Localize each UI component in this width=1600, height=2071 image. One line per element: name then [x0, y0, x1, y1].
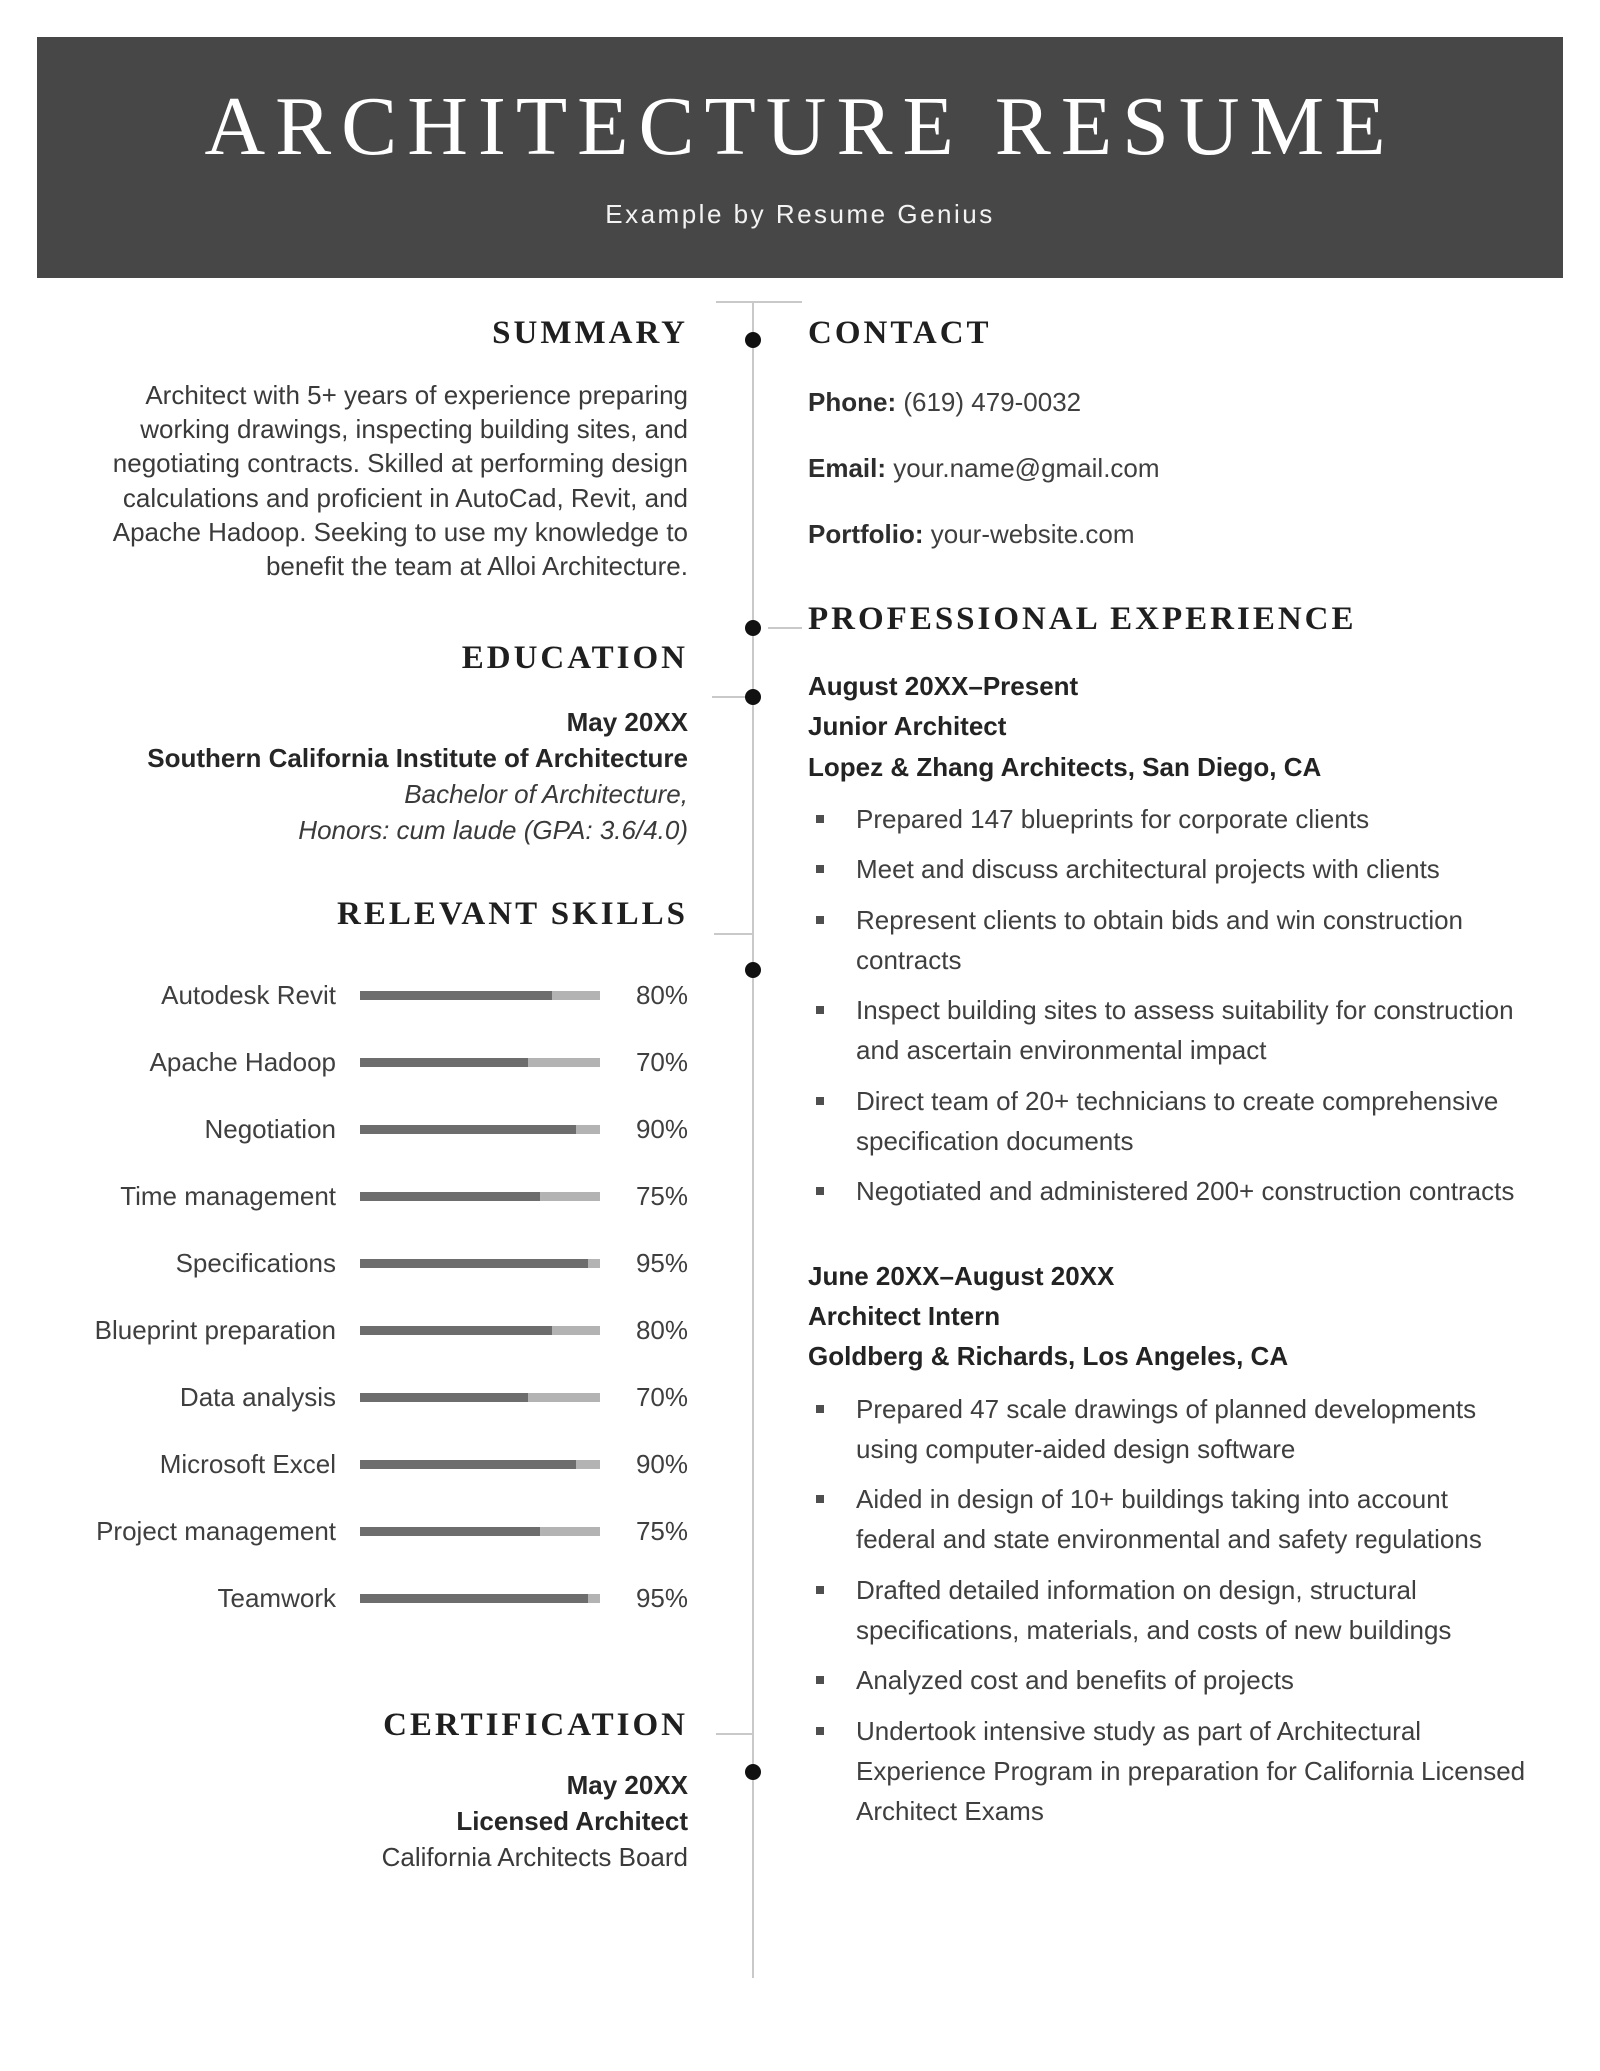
skill-row: [60, 1364, 688, 1431]
summary-text: Architect with 5+ years of experience preparing working drawings, inspecting building sites, and negotiating contracts. Skilled at performing design calculations and proficient in AutoCad, Revit, and Apache Hadoop. Seeking to use my knowledge to benefit the team at Alloi Architecture.: [112, 379, 688, 582]
skill-percent: 95%: [635, 1248, 688, 1279]
skill-row: [60, 1297, 688, 1364]
skill-bar-fill: [360, 1058, 528, 1067]
job-bullet: Prepared 47 scale drawings of planned developments using computer-aided design software: [808, 1389, 1528, 1470]
skill-label: Blueprint preparation: [94, 1315, 336, 1346]
job-bullet: Negotiated and administered 200+ construction contracts: [808, 1171, 1528, 1211]
job-company: Lopez & Zhang Architects, San Diego, CA: [808, 751, 1322, 782]
education-degree: Bachelor of Architecture,: [404, 778, 688, 809]
contact-heading: CONTACT: [808, 315, 992, 351]
job-bullet: Direct team of 20+ technicians to create comprehensive specification documents: [808, 1081, 1528, 1162]
education-heading: EDUCATION: [461, 640, 688, 677]
skill-percent: 80%: [635, 980, 688, 1011]
skill-label: Apache Hadoop: [149, 1047, 336, 1078]
skills-section: [60, 895, 688, 1633]
certification-heading: CERTIFICATION: [383, 1707, 688, 1744]
skill-bar-track: [360, 1192, 600, 1201]
education-date: May 20XX: [566, 707, 688, 738]
skill-bar-track: [360, 1393, 600, 1402]
skill-bar-fill: [360, 1192, 540, 1201]
certification-section: [60, 1706, 688, 1875]
skill-bar-track: [360, 1527, 600, 1536]
skill-bar-fill: [360, 991, 552, 1000]
contact-label: Portfolio:: [808, 519, 924, 550]
job-bullet: Aided in design of 10+ buildings taking into account federal and state environmental and safety regulations: [808, 1479, 1528, 1560]
skill-bar-track: [360, 1125, 600, 1134]
job-bullet: Inspect building sites to assess suitability for construction and ascertain environmental impact: [808, 990, 1528, 1071]
contact-row: [808, 448, 1528, 488]
contact-label: Phone:: [808, 386, 897, 417]
job-bullet: Undertook intensive study as part of Architectural Experience Program in preparation for California Licensed Architect Exams: [808, 1711, 1528, 1832]
skill-percent: 70%: [635, 1047, 688, 1078]
job-entry: [808, 1256, 1528, 1832]
skills-heading: RELEVANT SKILLS: [336, 895, 688, 932]
skill-bar-track: [360, 1326, 600, 1335]
skill-bar-track: [360, 1460, 600, 1469]
job-bullet: Represent clients to obtain bids and win construction contracts: [808, 900, 1528, 981]
left-column: [60, 314, 688, 1875]
skill-label: Negotiation: [204, 1114, 336, 1145]
skill-bar-fill: [360, 1259, 588, 1268]
skill-row: [60, 1096, 688, 1163]
skill-row: [60, 962, 688, 1029]
job-dates: June 20XX–August 20XX: [808, 1260, 1115, 1291]
skill-row: [60, 1029, 688, 1096]
skill-label: Microsoft Excel: [159, 1449, 336, 1480]
education-section: [60, 639, 688, 848]
contact-row: [808, 514, 1528, 554]
skill-bar-fill: [360, 1527, 540, 1536]
skill-row: [60, 1431, 688, 1498]
job-list: [808, 666, 1528, 1831]
contact-value: your-website.com: [930, 519, 1135, 550]
job-bullet: Meet and discuss architectural projects with clients: [808, 849, 1528, 889]
skill-percent: 80%: [635, 1315, 688, 1346]
certification-date: May 20XX: [566, 1769, 688, 1800]
skill-row: [60, 1163, 688, 1230]
skill-percent: 75%: [635, 1516, 688, 1547]
skill-label: Autodesk Revit: [161, 980, 336, 1011]
job-bullet-list: [808, 1389, 1528, 1832]
skill-bar-track: [360, 1594, 600, 1603]
education-honors: Honors: cum laude (GPA: 3.6/4.0): [298, 814, 688, 845]
job-bullet: Prepared 147 blueprints for corporate clients: [808, 799, 1528, 839]
skill-percent: 95%: [635, 1583, 688, 1614]
page-subtitle: Example by Resume Genius: [605, 199, 995, 229]
skill-label: Time management: [120, 1181, 336, 1212]
skill-percent: 70%: [635, 1382, 688, 1413]
banner: [37, 37, 1563, 278]
certification-issuer: California Architects Board: [381, 1841, 688, 1872]
skill-bar-track: [360, 1259, 600, 1268]
job-title: Junior Architect: [808, 711, 1007, 742]
skills-list: [60, 962, 688, 1632]
skill-percent: 90%: [635, 1449, 688, 1480]
summary-heading: SUMMARY: [492, 315, 688, 351]
experience-heading: PROFESSIONAL EXPERIENCE: [808, 601, 1357, 638]
job-title: Architect Intern: [808, 1300, 1001, 1331]
job-company: Goldberg & Richards, Los Angeles, CA: [808, 1341, 1289, 1372]
skill-bar-track: [360, 991, 600, 1000]
skill-bar-fill: [360, 1393, 528, 1402]
skill-label: Data analysis: [179, 1382, 336, 1413]
content: [0, 278, 1600, 1875]
right-column: [808, 314, 1528, 1842]
skill-row: [60, 1498, 688, 1565]
experience-section: [808, 600, 1528, 1831]
skill-percent: 90%: [635, 1114, 688, 1145]
contact-value: (619) 479-0032: [903, 386, 1082, 417]
certification-title: Licensed Architect: [456, 1805, 688, 1836]
skill-label: Specifications: [175, 1248, 336, 1279]
skill-bar-fill: [360, 1326, 552, 1335]
skill-label: Teamwork: [217, 1583, 336, 1614]
skill-label: Project management: [96, 1516, 336, 1547]
job-bullet-list: [808, 799, 1528, 1212]
contact-section: [808, 314, 1528, 554]
contact-value: your.name@gmail.com: [893, 452, 1160, 483]
job-bullet: Analyzed cost and benefits of projects: [808, 1660, 1528, 1700]
job-dates: August 20XX–Present: [808, 671, 1079, 702]
job-bullet: Drafted detailed information on design, structural specifications, materials, and costs of new buildings: [808, 1570, 1528, 1651]
skill-bar-fill: [360, 1594, 588, 1603]
skill-row: [60, 1565, 688, 1632]
education-school: Southern California Institute of Architecture: [147, 742, 688, 773]
skill-bar-fill: [360, 1460, 576, 1469]
contact-row: [808, 382, 1528, 422]
skill-bar-track: [360, 1058, 600, 1067]
skill-percent: 75%: [635, 1181, 688, 1212]
contact-label: Email:: [808, 452, 887, 483]
skill-bar-fill: [360, 1125, 576, 1134]
contact-list: [808, 382, 1528, 555]
page-title: ARCHITECTURE RESUME: [204, 80, 1396, 173]
skill-row: [60, 1230, 688, 1297]
job-entry: [808, 666, 1528, 1212]
summary-section: [60, 314, 688, 583]
